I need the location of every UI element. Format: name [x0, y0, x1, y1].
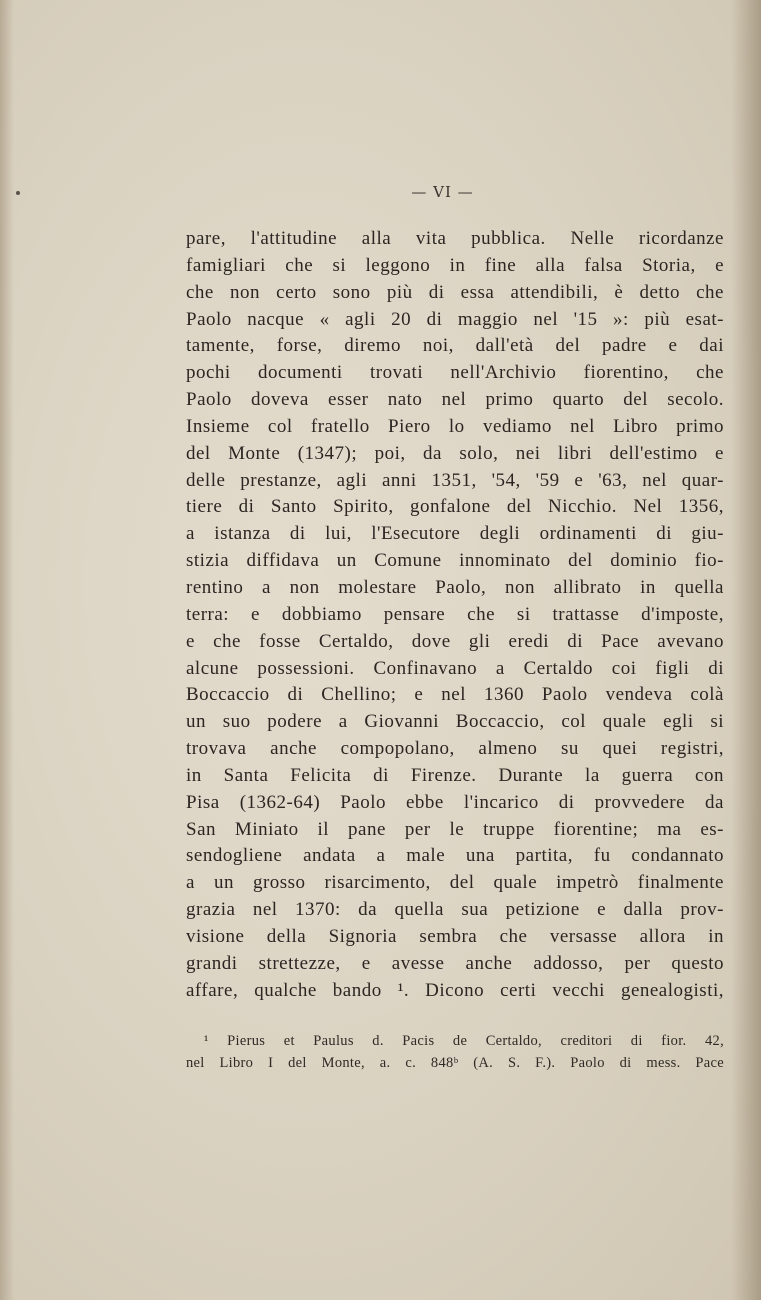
- text-line: affare, qualche bando ¹. Dicono certi vecchi genealogisti,: [186, 979, 724, 1001]
- text-line: tiere di Santo Spirito, gonfalone del Nicchio. Nel 1356,: [186, 496, 724, 518]
- text-line: in Santa Felicita di Firenze. Durante la guerra con: [186, 764, 724, 786]
- body-text: [186, 226, 724, 1004]
- text-line: Paolo doveva esser nato nel primo quarto del secolo.: [186, 389, 724, 411]
- text-line: grandi strettezze, e avesse anche addosso, per questo: [186, 952, 724, 974]
- footnote-line: nel Libro I del Monte, a. c. 848ᵇ (A. S. F.). Paolo di mess. Pace: [186, 1055, 724, 1071]
- text-line: terra: e dobbiamo pensare che si trattasse d'imposte,: [186, 603, 724, 625]
- text-line: Boccaccio di Chellino; e nel 1360 Paolo vendeva colà: [186, 684, 724, 706]
- text-line: pochi documenti trovati nell'Archivio fiorentino, che: [186, 362, 724, 384]
- text-line: a istanza di lui, l'Esecutore degli ordinamenti di giu-: [186, 523, 724, 545]
- footnote-line: ¹ Pierus et Paulus d. Pacis de Certaldo, creditori di fior. 42,: [204, 1033, 724, 1049]
- text-line: San Miniato il pane per le truppe fiorentine; ma es-: [186, 818, 724, 840]
- text-line: rentino a non molestare Paolo, non allibrato in quella: [186, 576, 724, 598]
- text-line: Pisa (1362-64) Paolo ebbe l'incarico di provvedere da: [186, 791, 724, 813]
- text-line: del Monte (1347); poi, da solo, nei libri dell'estimo e: [186, 442, 724, 464]
- text-line: un suo podere a Giovanni Boccaccio, col quale egli si: [186, 711, 724, 733]
- text-line: tamente, forse, diremo noi, dall'età del padre e dai: [186, 335, 724, 357]
- text-line: a un grosso risarcimento, del quale impetrò finalmente: [186, 872, 724, 894]
- text-line: sendogliene andata a male una partita, fu condannato: [186, 845, 724, 867]
- text-line: stizia diffidava un Comune innominato del dominio fio-: [186, 550, 724, 572]
- text-line: Insieme col fratello Piero lo vediamo nel Libro primo: [186, 415, 724, 437]
- text-line: pare, l'attitudine alla vita pubblica. Nelle ricordanze: [186, 228, 724, 249]
- text-line: delle prestanze, agli anni 1351, '54, '59 e '63, nel quar-: [186, 469, 724, 491]
- footnote: [186, 1030, 724, 1074]
- text-line: trovava anche compopolano, almeno su quei registri,: [186, 738, 724, 760]
- text-line: alcune possessioni. Confinavano a Certaldo coi figli di: [186, 657, 724, 679]
- text-line: famigliari che si leggono in fine alla falsa Storia, e: [186, 254, 724, 276]
- page-number-header: — VI —: [411, 183, 474, 201]
- text-line: e che fosse Certaldo, dove gli eredi di Pace avevano: [186, 630, 724, 652]
- text-line: grazia nel 1370: da quella sua petizione e dalla prov-: [186, 899, 724, 921]
- text-line: visione della Signoria sembra che versasse allora in: [186, 925, 724, 947]
- text-line: Paolo nacque « agli 20 di maggio nel '15 »: più esat-: [186, 308, 724, 330]
- text-line: che non certo sono più di essa attendibili, è detto che: [186, 281, 724, 303]
